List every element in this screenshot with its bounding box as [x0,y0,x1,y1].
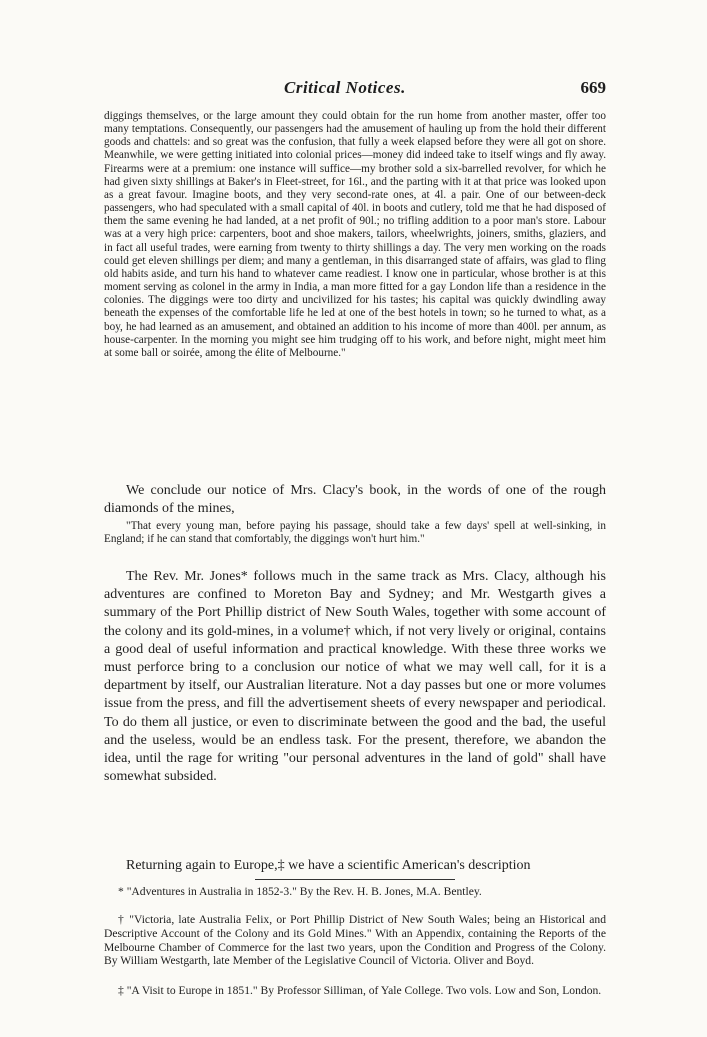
page-number: 669 [580,78,606,97]
jones-westgarth-paragraph: The Rev. Mr. Jones* follows much in the same track as Mrs. Clacy, although his adventures are confined to Moreton Bay and Sydney; and Mr. Westgarth gives a summary of the Port Phillip district of New South Wales, together with some account of the colony and its gold-mines, in a volume† which, if not very lively or original, contains a good deal of useful information and practical knowledge. With these three works we must perforce bring to a conclusion our notice of what we may well call, for it is a department by itself, our Australian literature. Not a day passes but one or more volumes issue from the press, and fill the advertisement sheets of every newspaper and periodical. To do them all justice, or even to discriminate between the good and the bad, the useful and the useless, would be an endless task. For the present, therefore, we abandon the idea, until the rage for writing "our personal adventures in the land of gold" shall have somewhat subsided. [104,569,606,785]
footnote: ‡ "A Visit to Europe in 1851." By Professor Silliman, of Yale College. Two vols. Low and Son, London. [118,984,602,997]
europe-paragraph: Returning again to Europe,‡ we have a scientific American's description [126,858,531,873]
page-header [104,78,606,102]
quoted-passage-continuation: diggings themselves, or the large amount they could obtain for the run home from another master, offer too many temptations. Consequently, our passengers had the amusement of hauling up from the hold their different goods and chattels: and so great was the confusion, that fully a week elapsed before they were all got on shore. Meanwhile, we were getting initiated into colonial prices—money did indeed take to itself wings and fly away. Firearms were at a premium: one instance will suffice—my brother sold a six-barrelled revolver, for which he had given sixty shillings at Baker's in Fleet-street, for 16l., and the parting with it at that price was looked upon as a great favour. Imagine boots, and they very second-rate ones, at 4l. a pair. One of our between-deck passengers, who had speculated with a small capital of 40l. in boots and cutlery, told me that he had disposed of them the same evening he had landed, at a net profit of 90l.; no trifling addition to a poor man's store. Labour was at a very high price: carpenters, boot and shoe makers, tailors, wheelwrights, joiners, smiths, glaziers, and in fact all useful trades, were earning from twenty to thirty shillings a day. The very men working on the roads could get eleven shillings per diem; and many a gentleman, in this disarranged state of affairs, was glad to fling old habits aside, and turn his hand to whatever came readiest. I know one in particular, whose brother is at this moment serving as colonel in the army in India, a man more fitted for a gay London life than a residence in the colonies. The diggings were too dirty and uncivilized for his tastes; his capital was quickly dwindling away beneath the expenses of the comfortable life he led at one of the best hotels in town; so he turned to what, as a boy, he had learned as an amusement, and obtained an addition to his income of more than 400l. per annum, as house-carpenter. In the morning you might see him trudging off to his work, and before night, might meet him at some ball or soirée, among the élite of Melbourne." [104,110,606,359]
running-title: Critical Notices. [284,78,406,97]
footnote: † "Victoria, late Australia Felix, or Port Phillip District of New South Wales; being an Historical and Descriptive Account of the Colony and its Gold Mines." With an Appendix, containing the Reports of the Melbourne Chamber of Commerce for the last two years, upon the Condition and Progress of the Colony. By William Westgarth, late Member of the Legislative Council of Victoria. Oliver and Boyd. [104,913,606,968]
footnote-divider [255,879,455,880]
conclusion-paragraph: We conclude our notice of Mrs. Clacy's book, in the words of one of the rough diamonds of the mines, [104,483,606,517]
diggers-quote: "That every young man, before paying his passage, should take a few days' spell at well-sinking, in England; if he can stand that comfortably, the diggings won't hurt him." [104,520,606,546]
footnote: * "Adventures in Australia in 1852-3." By the Rev. H. B. Jones, M.A. Bentley. [118,885,482,898]
